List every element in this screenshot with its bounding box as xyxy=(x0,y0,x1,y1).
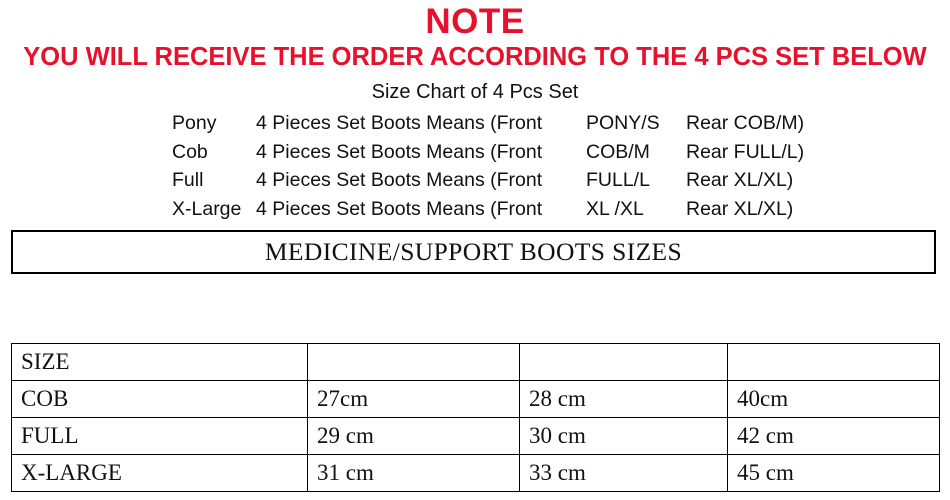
table-cell: 40cm xyxy=(728,381,940,418)
set-row-front: FULL/L xyxy=(586,169,650,191)
set-row-front: XL /XL xyxy=(586,197,644,220)
set-row-rear: Rear FULL/L) xyxy=(686,140,805,163)
table-header-cell: SIZE xyxy=(12,344,308,381)
table-row xyxy=(12,418,940,455)
table-header-cell xyxy=(308,344,520,381)
table-header-cell xyxy=(728,344,940,381)
medicine-support-boots-banner xyxy=(11,230,936,274)
table-row xyxy=(12,455,940,492)
set-chart-title: Size Chart of 4 Pcs Set xyxy=(371,81,579,103)
table-header-row xyxy=(12,344,940,381)
set-row-desc: 4 Pieces Set Boots Means (Front xyxy=(256,169,543,191)
table-cell: 33 cm xyxy=(520,455,728,492)
set-chart-row xyxy=(172,195,812,224)
table-row xyxy=(12,381,940,418)
set-row-front: PONY/S xyxy=(586,112,660,134)
set-row-size: Cob xyxy=(172,140,208,163)
table-cell: 31 cm xyxy=(308,455,520,492)
table-cell: 28 cm xyxy=(520,381,728,418)
document-page xyxy=(0,2,950,500)
set-row-rear: Rear COB/M) xyxy=(686,112,805,134)
table-cell: FULL xyxy=(12,418,308,455)
table-cell: X-LARGE xyxy=(12,455,308,492)
note-title: NOTE xyxy=(425,2,525,41)
set-row-size: Pony xyxy=(172,112,217,134)
set-row-desc: 4 Pieces Set Boots Means (Front xyxy=(256,197,543,220)
table-cell: 29 cm xyxy=(308,418,520,455)
banner-label: MEDICINE/SUPPORT BOOTS SIZES xyxy=(264,237,683,266)
set-chart-row xyxy=(172,138,812,167)
set-row-rear: Rear XL/XL) xyxy=(686,197,794,220)
set-chart-row xyxy=(172,166,812,195)
table-cell: 30 cm xyxy=(520,418,728,455)
table-cell: 45 cm xyxy=(728,455,940,492)
note-subtitle: YOU WILL RECEIVE THE ORDER ACCORDING TO THE 4 PCS SET BELOW xyxy=(23,43,927,71)
set-row-desc: 4 Pieces Set Boots Means (Front xyxy=(256,140,543,163)
set-chart-rows xyxy=(172,109,812,223)
table-cell: COB xyxy=(12,381,308,418)
table-header-cell xyxy=(520,344,728,381)
table-cell: 42 cm xyxy=(728,418,940,455)
set-row-rear: Rear XL/XL) xyxy=(686,169,794,191)
size-table xyxy=(11,343,940,492)
set-row-front: COB/M xyxy=(586,140,650,163)
set-row-size: Full xyxy=(172,169,204,191)
set-row-size: X-Large xyxy=(172,197,242,220)
table-cell: 27cm xyxy=(308,381,520,418)
set-row-desc: 4 Pieces Set Boots Means (Front xyxy=(256,112,543,134)
set-chart-row xyxy=(172,109,812,138)
